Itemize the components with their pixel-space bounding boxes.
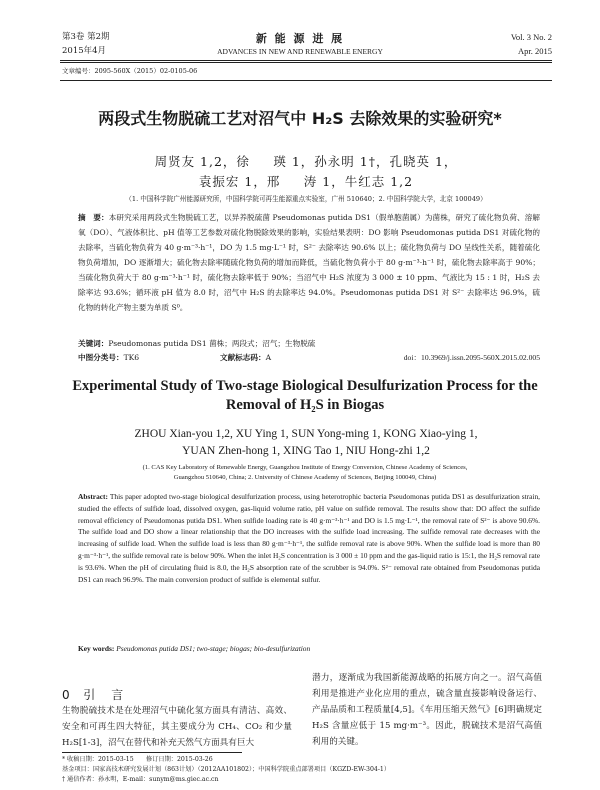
- authors-cn-line1: 周贤友 1,2，徐 瑛 1，孙永明 1†，孔晓英 1，: [154, 154, 458, 169]
- header-rule: [60, 60, 552, 61]
- doc-code-value: A: [265, 353, 272, 362]
- affiliation-en: [70, 463, 540, 483]
- paper-title-en-line2: Removal of H₂S in Biogas: [225, 397, 385, 413]
- abstract-cn-label: 摘 要：: [78, 213, 109, 222]
- abstract-cn-text: 本研究采用两段式生物脱硫工艺，以异养脱硫菌 Pseudomonas putida DS1（假单胞菌属）为菌株，研究了硫化物负荷、溶解氧（DO）、气液体积比、pH 值等工艺参数对硫化物脱除效果的影响，实验结果表明：DO 影响 Pseudomonas putida DS1 对硫化物的去除率，当硫化物负荷为 40 g·m⁻³·h⁻¹，DO 为 1.5 mg·L⁻¹ 时，S²⁻ 去除率达 90.6% 以上；硫化物负荷与 DO 呈线性关系，随着硫化物负荷增加，DO 逐渐增大；硫化物去除率随硫化物负荷的增加而降低，当硫化物负荷小于 80 g·m⁻³·h⁻¹ 时，硫化物去除率高于 90%；当硫化物负荷大于 80 g·m⁻³·h⁻¹ 时，硫化物去除率低于 90%；当沼气中 H₂S 浓度为 3 000 ± 10 ppm、气液比为 15 : 1 时，H₂S 去除率达 93.6%；循环液 pH 值为 8.0 时，沼气中 H₂S 的去除率达 94.0%。Pseudomonas putida DS1 对 S²⁻ 去除率达 96.9%，硫化物的转化产物主要为单质 S⁰。: [78, 213, 541, 312]
- date-label-cn: 2015年4月: [62, 46, 107, 56]
- keywords-cn-text: Pseudomonas putida DS1 菌株；两段式；沼气；生物脱硫: [108, 339, 316, 348]
- affiliation-en-line2: Guangzhou 510640, China; 2. University of Chinese Academy of Sciences, Beijing 100049, China): [173, 474, 437, 481]
- doc-code-label: 文献标志码：: [220, 353, 266, 362]
- header-rule-2: [60, 62, 552, 63]
- authors-en-line1: ZHOU Xian-you 1,2, XU Ying 1, SUN Yong-ming 1, KONG Xiao-ying 1,: [134, 428, 478, 440]
- authors-en-line2: YUAN Zhen-hong 1, XING Tao 1, NIU Hong-zhi 1,2: [182, 445, 430, 457]
- footnote-corresponding: † 通信作者：孙永明，E-mail：sunym@ms.giec.ac.cn: [62, 776, 219, 783]
- journal-title-cn: 新 能 源 进 展: [255, 32, 345, 45]
- volume-label: Vol. 3 No. 2: [510, 32, 552, 42]
- abstract-en: [78, 491, 540, 585]
- date-label-en: Apr. 2015: [518, 46, 552, 56]
- clc-label: 中图分类号：: [78, 353, 124, 362]
- affiliation-cn: （1. 中国科学院广州能源研究所，中国科学院可再生能源重点实验室，广州 510640；2. 中国科学院大学，北京 100049）: [125, 195, 487, 203]
- doi: doi：10.3969/j.issn.2095-560X.2015.02.005: [403, 353, 540, 362]
- authors-cn-line2: 袁振宏 1，邢 涛 1，牛红志 1,2: [198, 174, 414, 189]
- article-rule: [60, 80, 552, 81]
- footnote-funding: 基金项目：国家高技术研究发展计划（863计划）（2012AA101802）；中国科学院重点部署项目（KGZD-EW-304-1）: [62, 766, 391, 773]
- keywords-en-text: Pseudomonas putida DS1; two-stage; biogas; bio-desulfurization: [116, 644, 311, 653]
- section-title: 引 言: [83, 688, 126, 702]
- body-column-left: 生物脱硫技术是在处理沼气中硫化氢方面具有清洁、高效、安全和可再生四大特征，其主要成分为 CH₄、CO₂ 和少量 H₂S[1-3]，沼气在替代和补充天然气方面具有巨大: [62, 706, 292, 748]
- clc-number: [78, 352, 139, 363]
- paper-title-en: [50, 377, 560, 415]
- paper-title-en-line1: Experimental Study of Two-stage Biological Desulfurization Process for the: [72, 378, 538, 394]
- abstract-en-label: Abstract:: [78, 492, 108, 501]
- keywords-cn-label: 关键词：: [78, 339, 109, 348]
- section-number: 0: [62, 688, 72, 702]
- affiliation-en-line1: (1. CAS Key Laboratory of Renewable Energy, Guangzhou Institute of Energy Conversion, Chinese Academy of Sciences,: [142, 464, 468, 471]
- article-number: 文章编号：2095-560X（2015）02-0105-06: [62, 67, 198, 75]
- abstract-cn: [78, 210, 540, 315]
- keywords-en-label: Key words:: [78, 644, 115, 653]
- body-column-right: 潜力，逐渐成为我国新能源战略的拓展方向之一。沼气高值利用是推进产业化应用的重点，硫含量直接影响设备运行、产品品质和工程质量[4,5]。《车用压缩天然气》[6]明确规定 H₂S 含量应低于 15 mg·m⁻³。因此，脱硫技术是沼气高值利用的关键。: [312, 673, 542, 747]
- journal-title-en: ADVANCES IN NEW AND RENEWABLE ENERGY: [217, 47, 383, 56]
- clc-value: TK6: [123, 353, 140, 362]
- abstract-en-text: This paper adopted two-stage biological desulfurization process, using heterotrophic bacteria Pseudomonas putida DS1 as desulfurization strain, studied the effects of sulfide load, dissolved oxygen, gas-liquid volume ratio, pH value on sulfide removal. The results show that: DO affect the sulfide removal efficiency of Pseudomonas putida DS1. When sulfide loading rate is 40 g·m⁻³·h⁻¹ and DO is 1.5 mg·L⁻¹, the removal rate of S²⁻ is above 90.6%. The sulfide load and DO show a linear relationship that the DO increases with the sulfide load increasing. The sulfide removal rate decreases with the increasing of sulfide load. When the sulfide load is less than 80 g·m⁻³·h⁻¹, the sulfide removal rate is above 90%. When the sulfide load is more than 80 g·m⁻³·h⁻¹, the sulfide removal rate is below 90%. When the inlet H₂S concentration is 3 000 ± 10 ppm and the gas-liquid ratio is 15:1, the H₂S removal rate is 93.6%. When the pH of circulating fluid is 8.0, the H₂S absorption rate of the scrubber is 94.0%. S²⁻ removal rate obtained from Pseudomonas putida DS1 can reach 96.9%. The main conversion product of sulfide is elemental sulfur.: [78, 492, 541, 584]
- footnote-rule: [62, 752, 242, 753]
- keywords-en: [78, 644, 540, 653]
- keywords-cn: [78, 338, 315, 349]
- section-heading: [62, 686, 125, 703]
- document-code: [220, 352, 271, 363]
- issue-label-cn: 第3卷 第2期: [62, 32, 110, 42]
- paper-title-cn: 两段式生物脱硫工艺对沼气中 H₂S 去除效果的实验研究*: [98, 109, 502, 128]
- footnote-received: * 收稿日期：2015-03-15 修订日期：2015-03-26: [62, 756, 213, 763]
